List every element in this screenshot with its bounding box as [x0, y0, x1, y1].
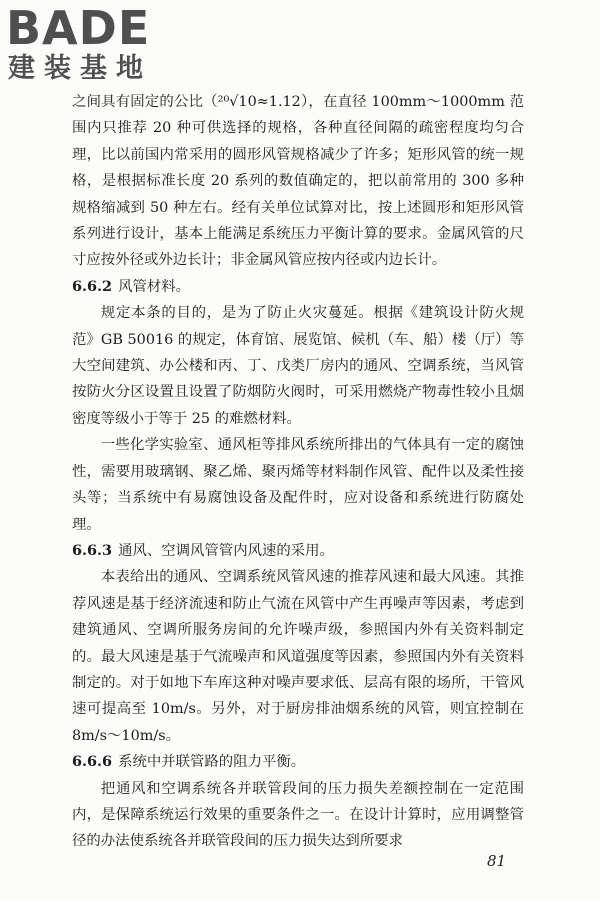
paragraph: 本表给出的通风、空调系统风管风速的推荐风速和最大风速。其推荐风速是基于经济流速和防止气流在风管中产生再噪声等因素，考虑到建筑通风、空调所服务房间的允许噪声级，参照国内外有关资料制定的。最大风速是基于气流噪声和风道强度等因素，参照国内外有关资料制定的。对于如地下车库这种对噪声要求低、层高有限的场所，干管风速可提高至 10m/s。另外，对于厨房排油烟系统的风管，则宜控制在 8m/s～10m/s。: [72, 569, 524, 744]
section-title: 通风、空调风管管内风速的采用。: [118, 542, 334, 559]
section-number: 6.6.6: [72, 753, 113, 771]
bade-logo: [6, 1, 152, 84]
section-heading-6-6-2: [72, 274, 524, 300]
logo-wordmark: BADE: [6, 1, 151, 55]
document-body: [72, 89, 524, 855]
logo-subtitle: 建装基地: [8, 53, 152, 84]
paragraph: 规定本条的目的，是为了防止火灾蔓延。根据《建筑设计防火规范》GB 50016 的规定，体育馆、展览馆、候机（车、船）楼（厅）等大空间建筑、办公楼和丙、丁、戊类厂房内的通风、空调系统，当风管按防火分区设置且设置了防烟防火阀时，可采用燃烧产物毒性较小且烟密度等级小于等于 25 的难燃材料。: [72, 305, 524, 427]
section-number: 6.6.3: [72, 541, 113, 559]
section-heading-6-6-6: [72, 749, 524, 775]
page-number: 81: [487, 852, 507, 870]
paragraph: 把通风和空调系统各并联管段间的压力损失差额控制在一定范围内，是保障系统运行效果的重要条件之一。在设计计算时，应用调整管径的办法使系统各并联管段间的压力损失达到所要求: [72, 780, 524, 850]
section-title: 系统中并联管路的阻力平衡。: [118, 754, 306, 771]
section-title: 风管材料。: [118, 278, 191, 295]
section-heading-6-6-3: [72, 538, 524, 564]
paragraph-continuation: 之间具有固定的公比（²⁰√10≈1.12），在直径 100mm～1000mm 范围内只推荐 20 种可供选择的规格，各种直径间隔的疏密程度均匀合理，比以前国内常采用的圆形风管规格减少了许多；矩形风管的统一规格，是根据标准长度 20 系列的数值确定的，把以前常用的 300 多种规格缩减到 50 种左右。经有关单位试算对比，按上述圆形和矩形风管系列进行设计，基本上能满足系统压力平衡计算的要求。金属风管的尺寸应按外径或外边长计；非金属风管应按内径或内边长计。: [72, 94, 524, 269]
paragraph: 一些化学实验室、通风柜等排风系统所排出的气体具有一定的腐蚀性，需要用玻璃钢、聚乙烯、聚丙烯等材料制作风管、配件以及柔性接头等；当系统中有易腐蚀设备及配件时，应对设备和系统进行防腐处理。: [72, 437, 524, 533]
section-number: 6.6.2: [72, 277, 113, 295]
